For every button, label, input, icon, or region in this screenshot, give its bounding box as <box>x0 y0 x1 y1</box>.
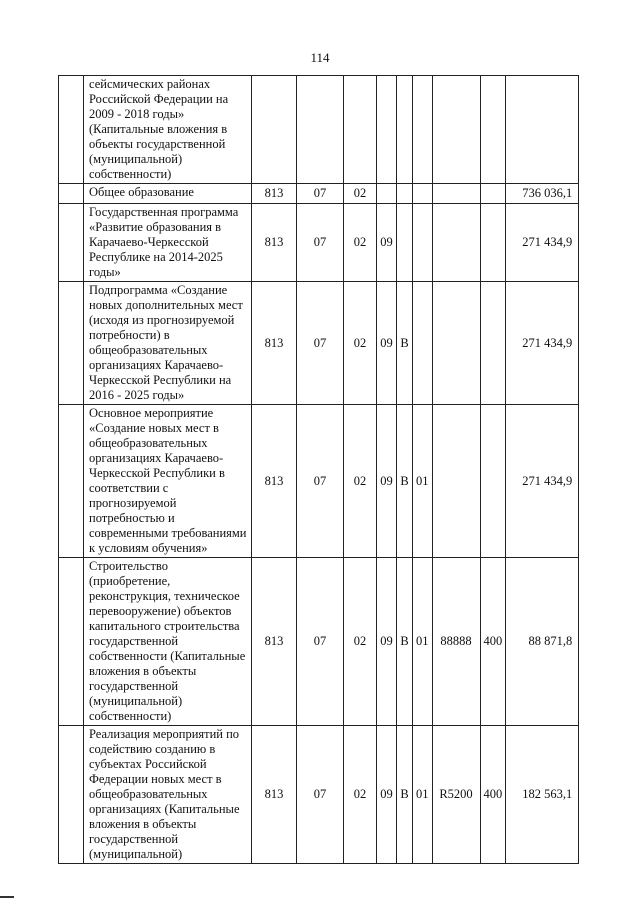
subprogram-cell <box>397 76 413 184</box>
program-cell <box>377 184 397 204</box>
ved-cell: 813 <box>252 184 297 204</box>
program-cell: 09 <box>377 726 397 864</box>
row-number-cell <box>59 558 84 726</box>
section-cell: 07 <box>297 282 344 405</box>
activity-cell <box>413 76 433 184</box>
subsection-cell: 02 <box>344 726 377 864</box>
subsection-cell: 02 <box>344 184 377 204</box>
row-name-cell: сейсмических районах Российской Федерации на 2009 - 2018 годы» (Капитальные вложения в объекты государственной (муниципальной) собственности) <box>84 76 252 184</box>
row-number-cell <box>59 282 84 405</box>
expense-type-cell <box>480 184 506 204</box>
subsection-cell <box>344 76 377 184</box>
row-number-cell <box>59 405 84 558</box>
subprogram-cell: В <box>397 726 413 864</box>
table-row <box>59 76 579 184</box>
activity-cell <box>413 184 433 204</box>
amount-cell: 271 434,9 <box>506 282 579 405</box>
subprogram-cell: В <box>397 282 413 405</box>
table-row <box>59 558 579 726</box>
ved-cell <box>252 76 297 184</box>
subsection-cell: 02 <box>344 558 377 726</box>
section-cell <box>297 76 344 184</box>
amount-cell: 271 434,9 <box>506 405 579 558</box>
ved-cell: 813 <box>252 282 297 405</box>
ved-cell: 813 <box>252 405 297 558</box>
amount-cell <box>506 76 579 184</box>
activity-cell <box>413 204 433 282</box>
budget-table <box>58 75 579 864</box>
amount-cell: 182 563,1 <box>506 726 579 864</box>
activity-cell: 01 <box>413 405 433 558</box>
ved-cell: 813 <box>252 558 297 726</box>
table-row <box>59 282 579 405</box>
subsection-cell: 02 <box>344 405 377 558</box>
expense-type-cell <box>480 76 506 184</box>
subprogram-cell: В <box>397 405 413 558</box>
row-number-cell <box>59 184 84 204</box>
activity-cell <box>413 282 433 405</box>
table-row <box>59 184 579 204</box>
row-number-cell <box>59 204 84 282</box>
direction-cell <box>432 282 480 405</box>
expense-type-cell: 400 <box>480 726 506 864</box>
row-number-cell <box>59 76 84 184</box>
direction-cell <box>432 184 480 204</box>
table-row <box>59 726 579 864</box>
row-name-cell: Общее образование <box>84 184 252 204</box>
direction-cell: R5200 <box>432 726 480 864</box>
subprogram-cell <box>397 204 413 282</box>
row-name-cell: Государственная программа «Развитие образования в Карачаево-Черкесской Республике на 2014-2025 годы» <box>84 204 252 282</box>
row-name-cell: Основное мероприятие «Создание новых мест в общеобразовательных организациях Карачаево-Черкесской Республики в соответствии с прогнозируемой потребностью и современными требованиями к условиям обучения» <box>84 405 252 558</box>
direction-cell: 88888 <box>432 558 480 726</box>
subprogram-cell: В <box>397 558 413 726</box>
expense-type-cell <box>480 204 506 282</box>
ved-cell: 813 <box>252 726 297 864</box>
page-number: 114 <box>310 50 330 65</box>
section-cell: 07 <box>297 405 344 558</box>
expense-type-cell: 400 <box>480 558 506 726</box>
direction-cell <box>432 76 480 184</box>
ved-cell: 813 <box>252 204 297 282</box>
program-cell <box>377 76 397 184</box>
section-cell: 07 <box>297 204 344 282</box>
subsection-cell: 02 <box>344 282 377 405</box>
activity-cell: 01 <box>413 558 433 726</box>
section-cell: 07 <box>297 558 344 726</box>
direction-cell <box>432 405 480 558</box>
activity-cell: 01 <box>413 726 433 864</box>
direction-cell <box>432 204 480 282</box>
program-cell: 09 <box>377 405 397 558</box>
amount-cell: 88 871,8 <box>506 558 579 726</box>
subprogram-cell <box>397 184 413 204</box>
program-cell: 09 <box>377 558 397 726</box>
expense-type-cell <box>480 405 506 558</box>
section-cell: 07 <box>297 184 344 204</box>
row-name-cell: Строительство (приобретение, реконструкция, техническое перевооружение) объектов капитального строительства государственной собственности (Капитальные вложения в объекты государственной (муниципальной) собственности) <box>84 558 252 726</box>
row-name-cell: Реализация мероприятий по содействию созданию в субъектах Российской Федерации новых мест в общеобразовательных организациях (Капитальные вложения в объекты государственной (муниципальной) <box>84 726 252 864</box>
row-name-cell: Подпрограмма «Создание новых дополнительных мест (исходя из прогнозируемой потребности) в общеобразовательных организациях Карачаево-Черкесской Республики на 2016 - 2025 годы» <box>84 282 252 405</box>
section-cell: 07 <box>297 726 344 864</box>
program-cell: 09 <box>377 282 397 405</box>
row-number-cell <box>59 726 84 864</box>
scan-edge-mark <box>0 896 14 898</box>
amount-cell: 736 036,1 <box>506 184 579 204</box>
program-cell: 09 <box>377 204 397 282</box>
table-row <box>59 204 579 282</box>
expense-type-cell <box>480 282 506 405</box>
amount-cell: 271 434,9 <box>506 204 579 282</box>
subsection-cell: 02 <box>344 204 377 282</box>
table-row <box>59 405 579 558</box>
